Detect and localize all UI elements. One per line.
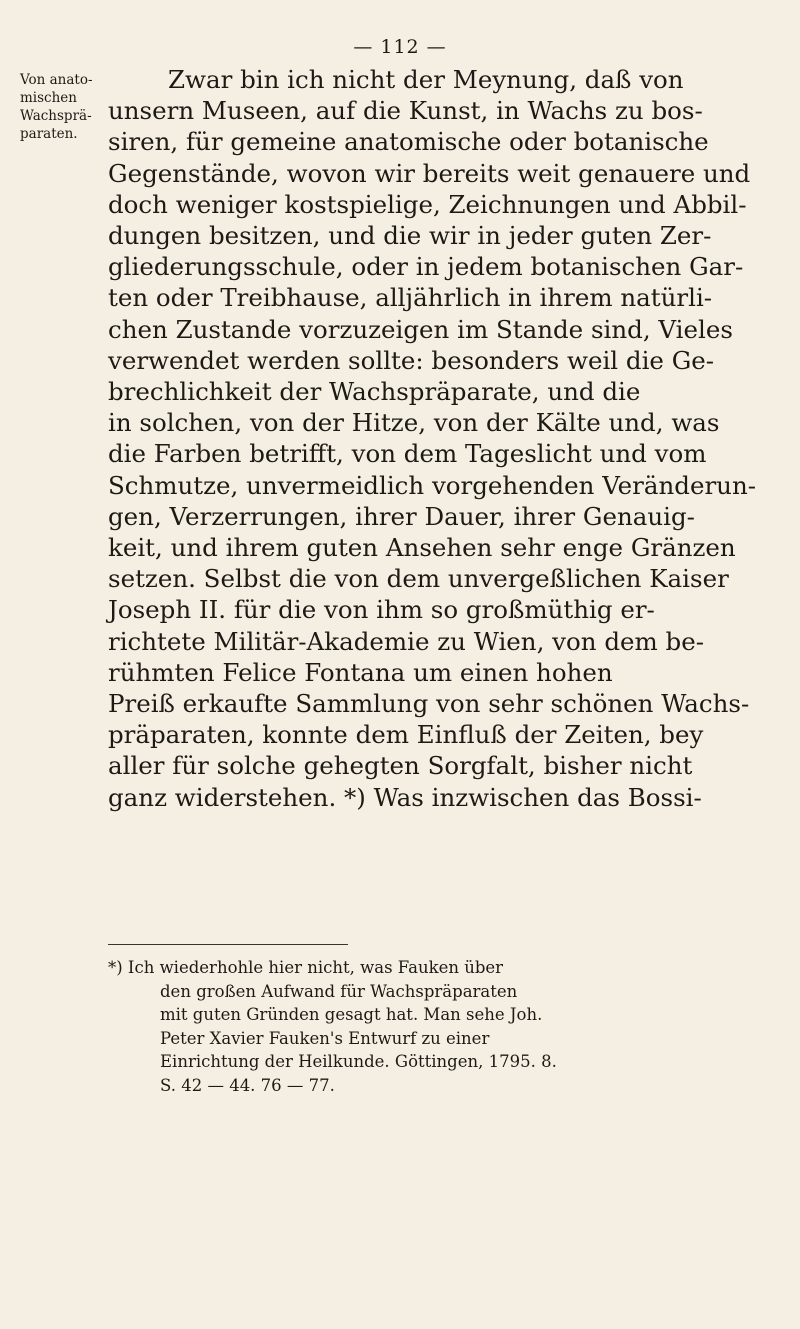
margin-note bbox=[20, 71, 100, 143]
text-line: Joseph II. für die von ihm so großmüthig er- bbox=[108, 595, 655, 625]
text-line: doch weniger kostspielige, Zeichnungen und Abbil- bbox=[108, 189, 747, 219]
page-number: — 112 — bbox=[353, 36, 447, 58]
text-line: siren, für gemeine anatomische oder botanische bbox=[108, 127, 709, 157]
text-line: ganz widerstehen. *) Was inzwischen das Bossi- bbox=[108, 782, 702, 812]
footnote-divider bbox=[108, 944, 348, 945]
text-line: Schmutze, unvermeidlich vorgehenden Veränderun- bbox=[108, 470, 757, 500]
text-line: in solchen, von der Hitze, von der Kälte und, was bbox=[108, 408, 720, 438]
text-line: richtete Militär-Akademie zu Wien, von dem be- bbox=[108, 626, 704, 656]
footnote-line: mit guten Gründen gesagt hat. Man sehe Joh. bbox=[160, 1005, 543, 1024]
text-line: keit, und ihrem guten Ansehen sehr enge Gränzen bbox=[108, 533, 736, 563]
text-line: ten oder Treibhause, alljährlich in ihrem natürli- bbox=[108, 283, 713, 313]
text-line: brechlichkeit der Wachspräparate, und die bbox=[108, 377, 641, 407]
text-line: setzen. Selbst die von dem unvergeßlichen Kaiser bbox=[108, 564, 729, 594]
text-line: Gegenstände, wovon wir bereits weit genauere und bbox=[108, 158, 751, 188]
text-line: präparaten, konnte dem Einfluß der Zeiten, bey bbox=[108, 720, 704, 750]
footnote-line: S. 42 — 44. 76 — 77. bbox=[160, 1075, 335, 1095]
footnote-line: Einrichtung der Heilkunde. Göttingen, 1795. 8. bbox=[160, 1052, 557, 1071]
margin-note-line: Von anato- bbox=[20, 72, 93, 88]
margin-note-line: paraten. bbox=[20, 126, 78, 142]
text-line: gliederungsschule, oder in jedem botanischen Gar- bbox=[108, 252, 744, 282]
footnote-line: Peter Xavier Fauken's Entwurf zu einer bbox=[160, 1028, 490, 1048]
footnote bbox=[108, 956, 776, 1097]
main-text bbox=[108, 64, 776, 813]
margin-note-line: mischen bbox=[20, 90, 77, 106]
text-line: Preiß erkaufte Sammlung von sehr schönen Wachs- bbox=[108, 689, 750, 719]
text-line: gen, Verzerrungen, ihrer Dauer, ihrer Genauig- bbox=[108, 501, 695, 531]
footnote-line: den großen Aufwand für Wachspräparaten bbox=[160, 981, 518, 1001]
footnote-line: *) Ich wiederhohle hier nicht, was Fauken über bbox=[108, 958, 504, 977]
text-line: dungen besitzen, und die wir in jeder guten Zer- bbox=[108, 221, 712, 251]
text-line: unsern Museen, auf die Kunst, in Wachs zu bos- bbox=[108, 96, 703, 126]
text-line: Zwar bin ich nicht der Meynung, daß von bbox=[168, 65, 684, 94]
margin-note-line: Wachsprä- bbox=[20, 108, 92, 124]
text-line: verwendet werden sollte: besonders weil die Ge- bbox=[108, 345, 715, 375]
text-line: rühmten Felice Fontana um einen hohen bbox=[108, 657, 613, 687]
text-line: aller für solche gehegten Sorgfalt, bisher nicht bbox=[108, 751, 693, 781]
text-line: chen Zustande vorzuzeigen im Stande sind, Vieles bbox=[108, 314, 733, 344]
text-line: die Farben betrifft, von dem Tageslicht und vom bbox=[108, 439, 707, 469]
